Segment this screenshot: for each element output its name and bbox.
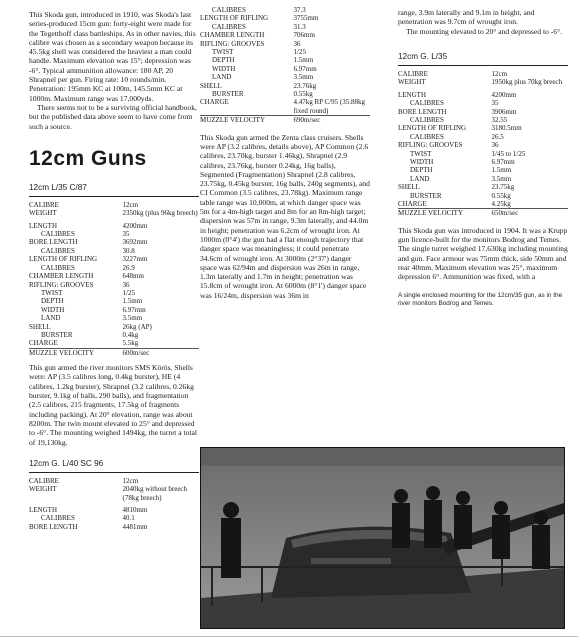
intro-paragraph-2: There seems not to be a surviving official handbook, but the published data above seem to have come from such a source. [29,102,197,131]
column-left [29,10,199,531]
gun-mount-photo [200,447,565,629]
spec-key: LENGTH [29,221,57,230]
spec-key: LENGTH OF RIFLING [200,14,269,23]
gun-header-l35-c87: 12cm L/35 C/87 [29,181,199,197]
spec-key: DEPTH [212,56,235,65]
spec-value: 706mm [293,31,315,40]
spec-value: 0.55kg [491,191,511,200]
spec-value: 0.4kg [122,330,139,339]
photo-image [201,448,564,628]
gun-header-l35: 12cm G. L/35 [398,50,568,66]
spec-row [398,78,568,86]
spec-row [29,255,199,263]
spec-value: 40.1 [122,514,135,523]
spec-key: CALIBRES [410,132,444,141]
spec-row [200,90,370,98]
spec-key: SHELL [200,81,222,90]
spec-value: 30.8 [122,246,135,255]
spec-key: BURSTER [212,90,244,99]
spec-value: 690m/sec [293,116,321,125]
spec-value: 26.9 [122,263,135,272]
spec-value: 23.76kg [293,81,317,90]
gun1-description: This gun armed the river monitors SMS Körös. Shells were: AP (3.5 calibres long, 0.4kg burster), HE (4 calibres, 1.2kg burster), Shrapnel (3.2 calibres, 0.26kg burster, 9.1kg of balls, 290 balls), and fragmentation (2.5 calibres, 215 fragments, 17.5kg of fragments including packing). At 20° elevation, range was about 8200m. The twin mount elevated to 25° and depressed to -6°. The mounting weighed 1494kg, the turret a total of 19,130kg. [29,363,198,447]
spec-key: CALIBRES [212,6,246,14]
spec-row [29,222,199,230]
spec-key: WIDTH [41,305,65,314]
spec-row [29,238,199,246]
spec-value: 12cm [491,69,508,78]
spec-key: LAND [41,314,61,323]
spec-value: 35 [491,99,499,108]
spec-value: 4481mm [122,522,148,531]
spec-row [29,348,199,357]
spec-row [29,514,199,522]
spec-table-l40 [29,477,199,531]
spec-key: CALIBRES [41,263,75,272]
gun-header-l40: 12cm G. L/40 SC 96 [29,457,199,473]
spec-row [200,23,370,31]
spec-value: 32.55 [491,115,508,124]
spec-key: LENGTH OF RIFLING [29,255,98,264]
spec-key: TWIST [410,149,432,158]
spec-row [200,56,370,64]
spec-value: 1.5mm [491,166,512,175]
spec-row [29,272,199,280]
spec-value: 650m/sec [491,209,519,218]
spec-row [398,200,568,209]
spec-row [398,141,568,149]
spec-row [200,82,370,90]
spec-value: 3692mm [122,238,148,247]
spec-value: 12cm [122,476,139,485]
spec-value: 1/25 [293,48,306,57]
intro-paragraph-1: This Skoda gun, introduced in 1910, was Skoda's last series-produced 15cm gun: forty-eight were made for the Tegetthoff class battleships. As in other navies, this calibre was chosen as a secondary weapon because its 45.5kg shell was considered the heaviest a man could handle. Maximum elevation was 15°; depression was -6°. Typical ammunition allowance: 180 AP, 20 Shrapnel per gun. Firing rate: 10 rounds/min. Penetration: 195mm KC at 100m, 145.5mm KC at 1000m. Maximum range was 17,000yds. [29,10,196,103]
spec-row [398,166,568,174]
spec-table-l35 [398,70,568,218]
spec-key: BORE LENGTH [398,107,447,116]
spec-key: WIDTH [410,157,434,166]
spec-key: CALIBRES [410,99,444,108]
spec-value: 4.47kg RP C/95 (35.88kg fixed round) [293,98,365,115]
spec-row [29,201,199,209]
spec-row [200,40,370,48]
photo-caption: A single enclosed mounting for the 12cm/35 gun, as in the river monitors Bodrog and Temes. [398,291,563,307]
spec-key: DEPTH [410,166,433,175]
spec-row [398,124,568,132]
spec-value: 3180.5mm [491,124,522,133]
spec-key: CHARGE [200,98,229,107]
spec-key: SHELL [398,183,420,192]
spec-key: WEIGHT [29,209,57,218]
spec-value: 36 [293,39,301,48]
spec-key: RIFLING: GROOVES [398,141,463,150]
spec-row [398,150,568,158]
spec-key: CHAMBER LENGTH [200,31,265,40]
spec-row [398,91,568,99]
spec-row [200,98,370,115]
spec-value: 6.97mm [293,64,317,73]
spec-key: CALIBRES [41,230,75,239]
spec-row [29,523,199,531]
spec-row [29,297,199,305]
page-bottom-rule [0,636,578,637]
spec-row [29,230,199,238]
spec-key: BORE LENGTH [29,522,78,531]
spec-value: 4.25kg [491,199,511,208]
spec-table-l35-c87 [29,201,199,357]
spec-key: BURSTER [41,330,73,339]
spec-value: 3906mm [491,107,517,116]
spec-row [200,73,370,81]
spec-value: 3.5mm [293,73,314,82]
spec-value: 6.97mm [122,305,146,314]
spec-key: WIDTH [212,64,236,73]
spec-key: TWIST [41,288,63,297]
spec-key: BORE LENGTH [29,238,78,247]
spec-key: CHARGE [29,339,58,348]
spec-row [200,6,370,14]
spec-value: 3.5mm [122,314,143,323]
spec-key: RIFLING: GROOVES [29,280,94,289]
spec-row [200,14,370,22]
spec-key: BURSTER [410,191,442,200]
column-right [398,8,568,308]
spec-key: CALIBRE [398,69,428,78]
continued-text-2: The mounting elevated to 20° and depressed to -6°. [406,26,563,36]
spec-key: LAND [212,73,232,82]
spec-value: 36 [491,141,499,150]
spec-row [29,264,199,272]
spec-value: 37.3 [293,6,306,14]
spec-row [29,306,199,314]
section-title: 12cm Guns [29,146,147,170]
spec-value: 4200mm [122,221,148,230]
spec-value: 5.5kg [122,339,139,348]
gun-l35-description: This Skoda gun was introduced in 1904. It was a Krupp gun licence-built for the monitors Bodrog and Temes. The single turret weighed 17,630kg including mounting and gun. Face armour was 75mm thick, side 50mm and rear 40mm. Maximum elevation was 25°, maximum depression 6°. Ammunition was fixed, with a [398,225,568,282]
column-middle [200,6,370,300]
spec-key: CALIBRES [41,514,75,523]
spec-key: TWIST [212,48,234,57]
spec-row [29,506,199,514]
spec-value: 1950kg plus 70kg breech [491,78,563,87]
spec-key: MUZZLE VELOCITY [398,209,463,218]
spec-value: 31.3 [293,22,306,31]
spec-key: MUZZLE VELOCITY [200,116,265,125]
spec-value: 4810mm [122,506,148,515]
spec-row [29,323,199,331]
spec-key: CHAMBER LENGTH [29,272,94,281]
spec-value: 23.75kg [491,183,515,192]
spec-key: CHARGE [398,199,427,208]
continued-text: range, 3.9m laterally and 9.1m in height, and penetration was 9.7cm of wrought iron. [398,8,535,27]
spec-row [398,158,568,166]
spec-value: 4200mm [491,90,517,99]
spec-row [200,31,370,39]
spec-key: MUZZLE VELOCITY [29,348,94,357]
spec-key: CALIBRES [41,246,75,255]
spec-key: CALIBRE [29,476,59,485]
spec-value: 1.5mm [293,56,314,65]
spec-row [398,108,568,116]
spec-row [29,314,199,322]
spec-value: 2040kg without breech (78kg breech) [122,485,188,502]
spec-value: 0.55kg [293,90,313,99]
spec-value: 2350kg (plus 96kg breech) [122,209,198,218]
spec-row [200,65,370,73]
spec-key: WEIGHT [29,485,57,494]
spec-row [398,99,568,107]
spec-value: 1/45 to 1/25 [491,149,526,158]
spec-row [398,70,568,78]
spec-key: LENGTH [398,90,426,99]
spec-value: 1.5mm [122,297,143,306]
spec-value: 36 [122,280,130,289]
spec-row [29,485,199,502]
spec-value: 648mm [122,272,144,281]
spec-value: 12cm [122,200,139,209]
spec-key: LENGTH [29,506,57,515]
spec-row [29,289,199,297]
spec-key: CALIBRES [212,22,246,31]
spec-row [200,116,370,125]
spec-value: 3755mm [293,14,319,23]
spec-key: CALIBRES [410,115,444,124]
spec-row [398,183,568,191]
spec-key: LENGTH OF RIFLING [398,124,467,133]
spec-value: 26.5 [491,132,504,141]
spec-row [398,192,568,200]
spec-row [29,209,199,217]
spec-table-continued [200,6,370,125]
spec-row [29,477,199,485]
spec-value: 26kg (AP) [122,322,152,331]
spec-row [398,209,568,218]
spec-value: 3.5mm [491,174,512,183]
spec-row [29,339,199,348]
spec-key: LAND [410,174,430,183]
spec-value: 35 [122,230,130,239]
spec-value: 1/25 [122,288,135,297]
spec-row [200,48,370,56]
spec-row [398,133,568,141]
spec-row [29,247,199,255]
spec-key: CALIBRE [29,200,59,209]
spec-row [398,175,568,183]
spec-row [398,116,568,124]
spec-key: DEPTH [41,297,64,306]
spec-row [29,281,199,289]
spec-value: 3227mm [122,255,148,264]
spec-key: SHELL [29,322,51,331]
spec-value: 600m/sec [122,348,150,357]
spec-row [29,331,199,339]
spec-value: 6.97mm [491,157,515,166]
spec-key: WEIGHT [398,78,426,87]
gun-l40-description: This Skoda gun armed the Zenta class cruisers. Shells were AP (3.2 calibres, details above), AP Common (2.6 calibres, 23.70kg, burster 1.46kg), Shrapnel (2.9 calibres, 23.76kg, burster 0.24kg, 16g balls), Segmented (Fragmentation) Shrapnel (2.8 calibres, 23.75kg, 0.45kg burster, 16g balls, 240g segments), and CI Common (3.5 calibres, 23.78kg). Maximum range table range was 10,000m, at which danger space was 5m for a 4m-high target and 8m for an 8m-high target; dispersion was 57m in range, 9.3m laterally, and 44.0m in height; penetration was 6.2cm of wrought iron. At 1000m (0°4') the gun had a flat enough trajectory that danger space was meaningless; it could penetrate 34.6cm of wrought iron. At 3000m (2°37') danger space was 62/94m and dispersion was 26m in range, 1.3m laterally and 1.7m in height; penetration was 15.8cm of wrought iron. At 6000m (8°1') danger space was 16/24m, dispersion was 36m in [200,132,370,300]
spec-key: RIFLING: GROOVES [200,39,265,48]
